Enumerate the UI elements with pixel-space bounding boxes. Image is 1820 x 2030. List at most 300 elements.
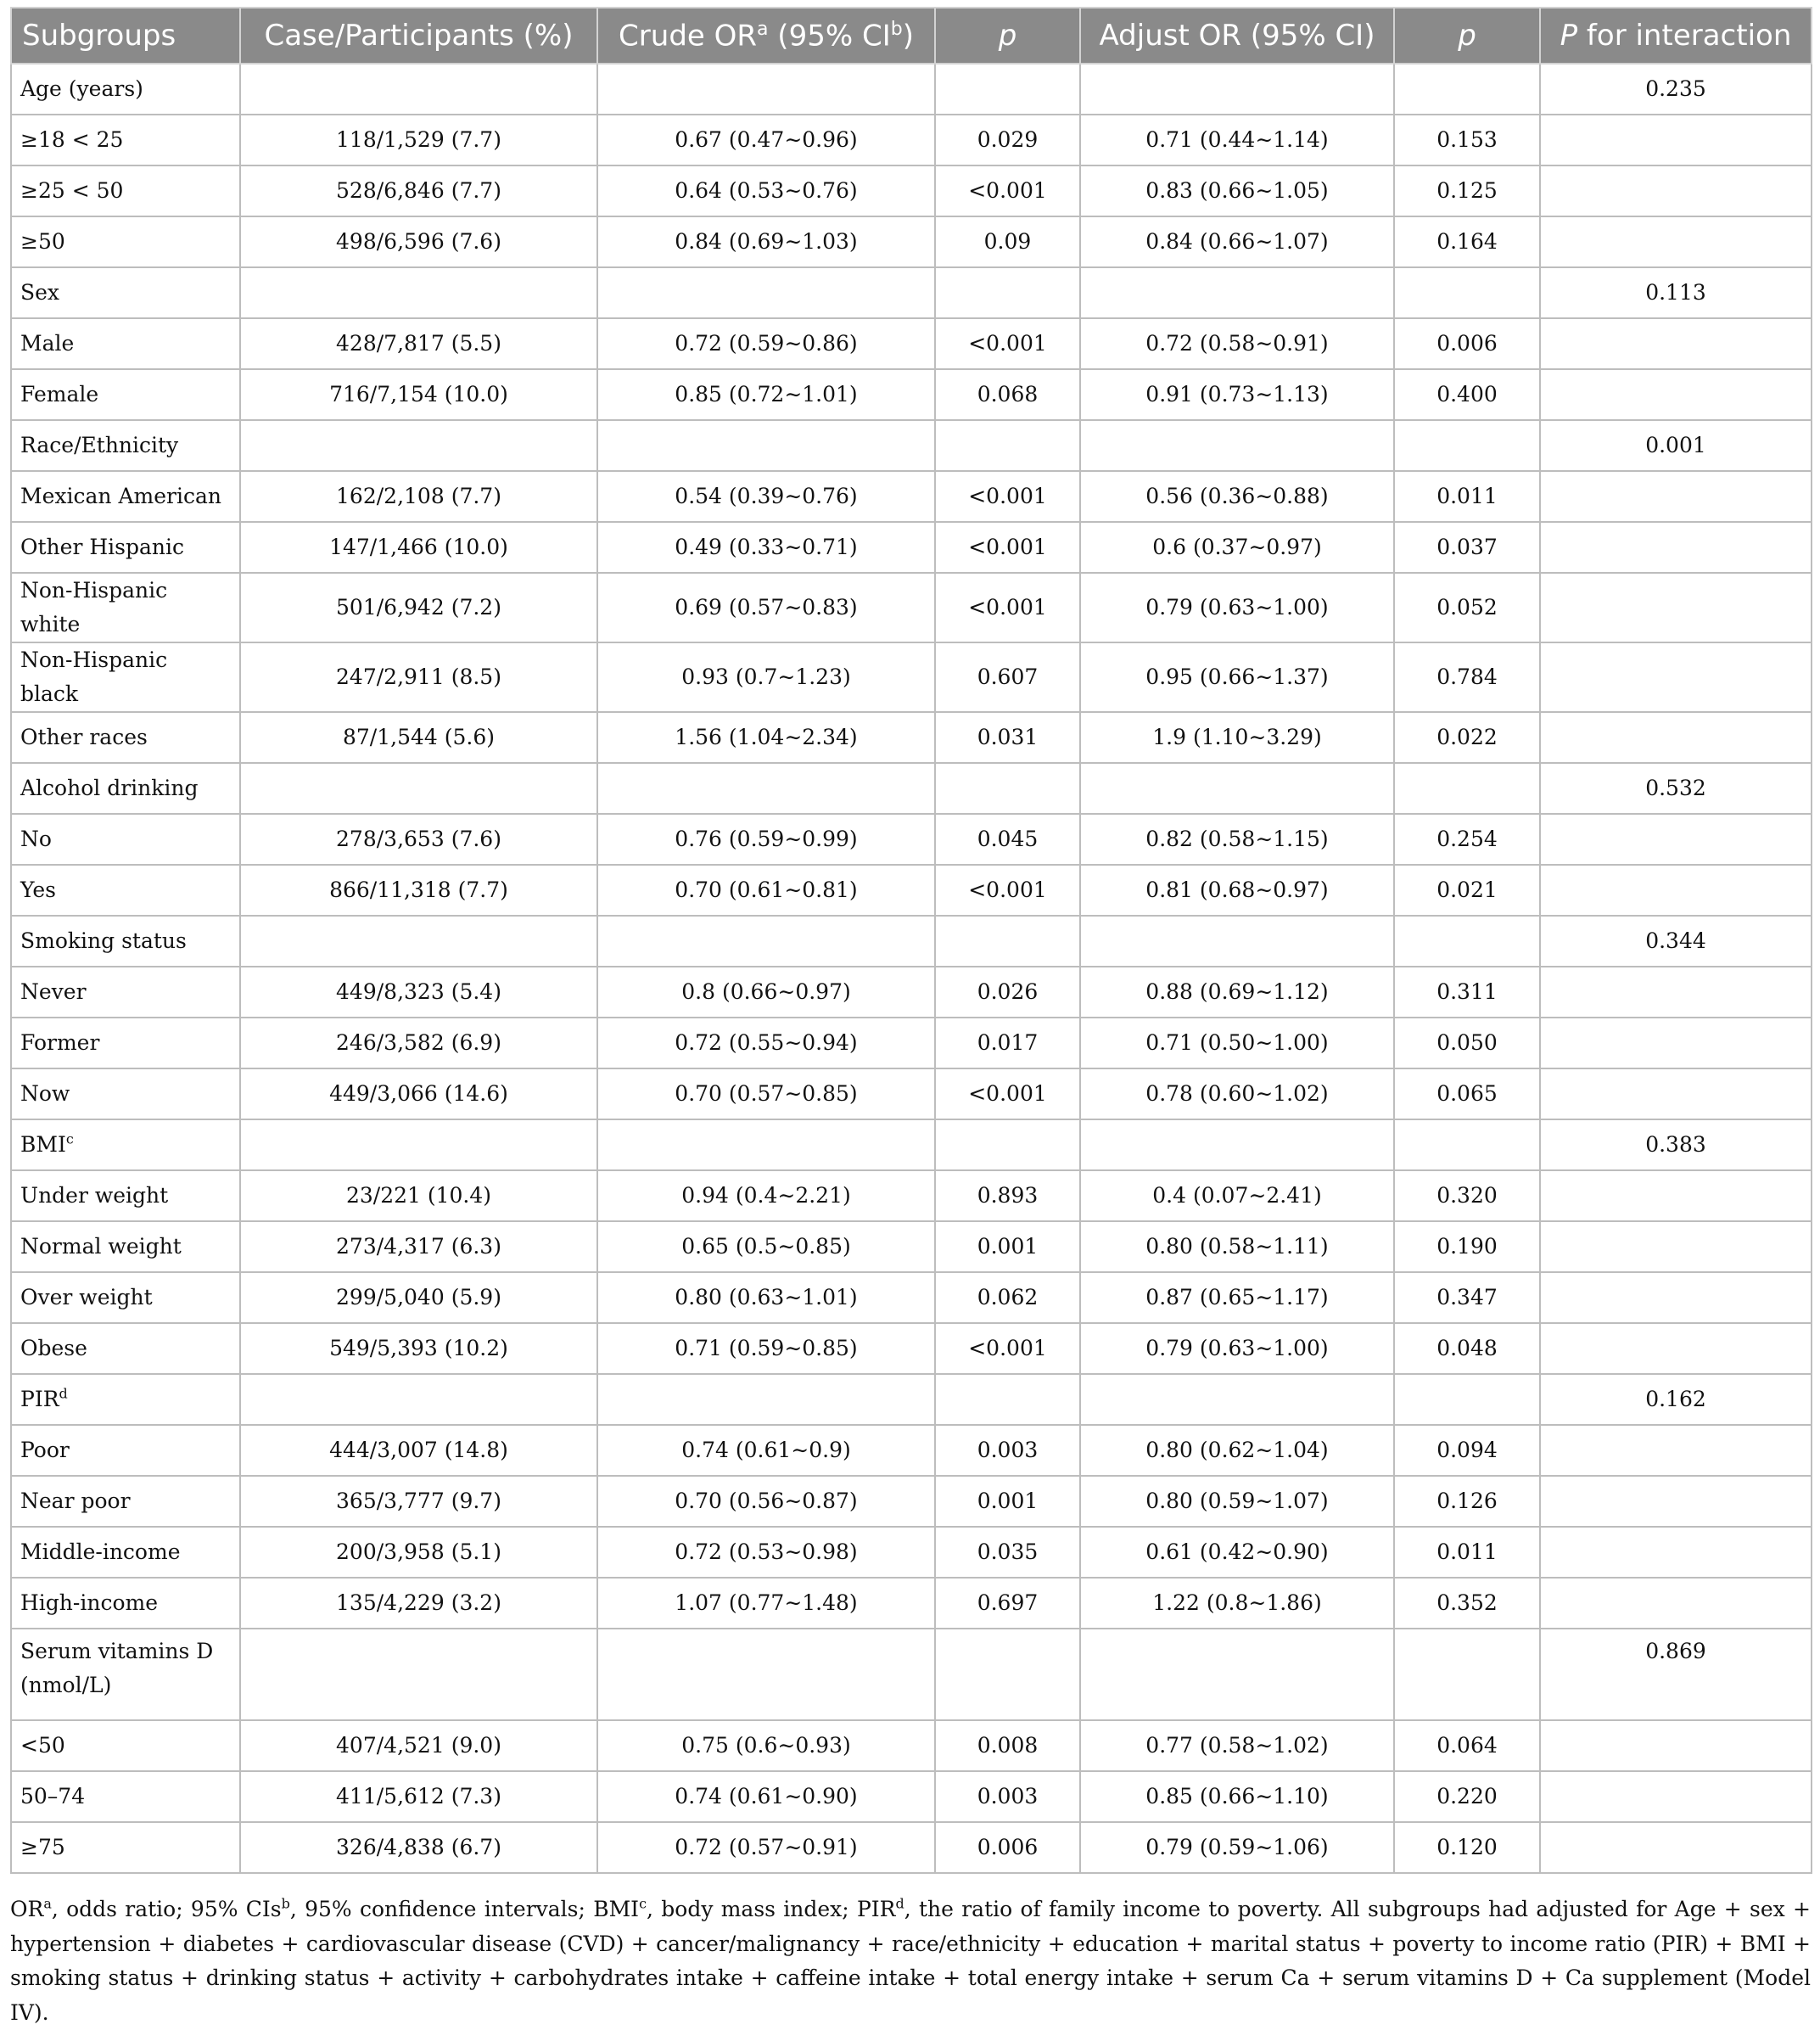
cell-p-adjust: 0.050 — [1394, 1018, 1540, 1068]
cell-adjust-or: 0.81 (0.68∼0.97) — [1080, 865, 1394, 916]
cell-adjust-or — [1080, 1629, 1394, 1720]
cell-subgroup: Near poor — [11, 1476, 240, 1527]
header-crude-or — [597, 8, 935, 64]
cell-p-adjust — [1394, 1119, 1540, 1170]
cell-crude-or: 0.72 (0.55∼0.94) — [597, 1018, 935, 1068]
cell-adjust-or: 0.84 (0.66∼1.07) — [1080, 216, 1394, 267]
cell-case-participants: 273/4,317 (6.3) — [240, 1221, 597, 1272]
cell-p-crude: 0.697 — [935, 1578, 1080, 1629]
cell-crude-or: 0.49 (0.33∼0.71) — [597, 522, 935, 573]
cell-p-crude: <0.001 — [935, 318, 1080, 369]
subgroup-table — [10, 7, 1812, 1874]
cell-subgroup: Age (years) — [11, 64, 240, 115]
cell-case-participants: 365/3,777 (9.7) — [240, 1476, 597, 1527]
cell-p-crude — [935, 916, 1080, 967]
cell-subgroup: Under weight — [11, 1170, 240, 1221]
cell-adjust-or: 0.80 (0.58∼1.11) — [1080, 1221, 1394, 1272]
cell-adjust-or — [1080, 64, 1394, 115]
cell-case-participants: 866/11,318 (7.7) — [240, 865, 597, 916]
cell-adjust-or: 0.71 (0.50∼1.00) — [1080, 1018, 1394, 1068]
cell-adjust-or — [1080, 916, 1394, 967]
cell-p-adjust: 0.037 — [1394, 522, 1540, 573]
cell-case-participants: 407/4,521 (9.0) — [240, 1720, 597, 1771]
cell-p-crude — [935, 420, 1080, 471]
header-crude-sup-a: a — [757, 18, 769, 40]
cell-p-interaction — [1540, 1425, 1812, 1476]
table-row — [11, 471, 1812, 522]
cell-p-crude: 0.045 — [935, 814, 1080, 865]
header-case-participants: Case/Participants (%) — [240, 8, 597, 64]
table-row — [11, 420, 1812, 471]
cell-p-adjust: 0.065 — [1394, 1068, 1540, 1119]
subgroup-label-sup: c — [65, 1130, 74, 1147]
cell-p-crude: <0.001 — [935, 165, 1080, 216]
table-footnote — [10, 1893, 1811, 2030]
table-body — [11, 64, 1812, 1873]
cell-subgroup: Male — [11, 318, 240, 369]
cell-p-adjust: 0.784 — [1394, 642, 1540, 712]
cell-subgroup: Race/Ethnicity — [11, 420, 240, 471]
footnote-ci-text: , 95% confidence intervals; BMI — [289, 1897, 640, 1921]
cell-case-participants — [240, 1374, 597, 1425]
cell-p-interaction: 0.113 — [1540, 267, 1812, 318]
cell-subgroup: Smoking status — [11, 916, 240, 967]
cell-case-participants: 716/7,154 (10.0) — [240, 369, 597, 420]
cell-crude-or: 0.93 (0.7∼1.23) — [597, 642, 935, 712]
cell-p-interaction — [1540, 1527, 1812, 1578]
cell-subgroup: Mexican American — [11, 471, 240, 522]
cell-crude-or: 0.70 (0.61∼0.81) — [597, 865, 935, 916]
cell-subgroup: Now — [11, 1068, 240, 1119]
cell-p-adjust: 0.254 — [1394, 814, 1540, 865]
cell-p-adjust: 0.022 — [1394, 712, 1540, 763]
cell-adjust-or: 0.83 (0.66∼1.05) — [1080, 165, 1394, 216]
header-p-adjust-text: p — [1458, 19, 1476, 53]
cell-p-adjust — [1394, 916, 1540, 967]
cell-crude-or — [597, 267, 935, 318]
cell-crude-or — [597, 420, 935, 471]
cell-subgroup: Non-Hispanic white — [11, 573, 240, 642]
cell-subgroup: Never — [11, 967, 240, 1018]
table-row — [11, 318, 1812, 369]
cell-subgroup: Yes — [11, 865, 240, 916]
table-row — [11, 1323, 1812, 1374]
cell-subgroup: ≥75 — [11, 1822, 240, 1873]
cell-p-adjust — [1394, 763, 1540, 814]
cell-p-adjust: 0.347 — [1394, 1272, 1540, 1323]
cell-adjust-or: 0.61 (0.42∼0.90) — [1080, 1527, 1394, 1578]
table-row — [11, 1272, 1812, 1323]
cell-p-interaction — [1540, 642, 1812, 712]
cell-p-adjust: 0.164 — [1394, 216, 1540, 267]
cell-subgroup: Alcohol drinking — [11, 763, 240, 814]
cell-p-crude — [935, 1629, 1080, 1720]
cell-adjust-or: 0.4 (0.07∼2.41) — [1080, 1170, 1394, 1221]
table-row — [11, 1018, 1812, 1068]
cell-crude-or: 0.72 (0.59∼0.86) — [597, 318, 935, 369]
cell-case-participants: 118/1,529 (7.7) — [240, 115, 597, 165]
cell-adjust-or: 1.9 (1.10∼3.29) — [1080, 712, 1394, 763]
cell-p-crude: <0.001 — [935, 522, 1080, 573]
header-p-interaction — [1540, 8, 1812, 64]
cell-case-participants — [240, 916, 597, 967]
cell-case-participants: 23/221 (10.4) — [240, 1170, 597, 1221]
cell-p-adjust: 0.048 — [1394, 1323, 1540, 1374]
cell-crude-or: 0.65 (0.5∼0.85) — [597, 1221, 935, 1272]
cell-adjust-or: 0.79 (0.63∼1.00) — [1080, 573, 1394, 642]
table-row — [11, 522, 1812, 573]
cell-adjust-or — [1080, 267, 1394, 318]
cell-p-interaction — [1540, 814, 1812, 865]
cell-subgroup — [11, 1374, 240, 1425]
cell-crude-or: 0.72 (0.57∼0.91) — [597, 1822, 935, 1873]
table-row — [11, 216, 1812, 267]
cell-p-crude: 0.003 — [935, 1771, 1080, 1822]
cell-p-crude: 0.893 — [935, 1170, 1080, 1221]
table-row — [11, 1771, 1812, 1822]
cell-subgroup: No — [11, 814, 240, 865]
cell-case-participants: 247/2,911 (8.5) — [240, 642, 597, 712]
table-row — [11, 1170, 1812, 1221]
cell-crude-or: 0.74 (0.61∼0.9) — [597, 1425, 935, 1476]
cell-crude-or — [597, 1374, 935, 1425]
table-row — [11, 267, 1812, 318]
cell-p-interaction: 0.162 — [1540, 1374, 1812, 1425]
cell-p-crude: <0.001 — [935, 471, 1080, 522]
table-row — [11, 916, 1812, 967]
cell-p-interaction — [1540, 1822, 1812, 1873]
cell-case-participants: 278/3,653 (7.6) — [240, 814, 597, 865]
cell-crude-or: 0.76 (0.59∼0.99) — [597, 814, 935, 865]
cell-subgroup: Other races — [11, 712, 240, 763]
table-row — [11, 1374, 1812, 1425]
table-row — [11, 165, 1812, 216]
cell-subgroup: Poor — [11, 1425, 240, 1476]
cell-p-interaction: 0.383 — [1540, 1119, 1812, 1170]
cell-adjust-or: 0.72 (0.58∼0.91) — [1080, 318, 1394, 369]
header-p-adjust — [1394, 8, 1540, 64]
cell-case-participants: 411/5,612 (7.3) — [240, 1771, 597, 1822]
header-adjust-or: Adjust OR (95% CI) — [1080, 8, 1394, 64]
cell-adjust-or: 1.22 (0.8∼1.86) — [1080, 1578, 1394, 1629]
cell-p-crude: 0.003 — [935, 1425, 1080, 1476]
cell-subgroup: Sex — [11, 267, 240, 318]
header-p-interaction-italic: P — [1560, 19, 1578, 53]
cell-p-interaction — [1540, 573, 1812, 642]
cell-p-crude — [935, 763, 1080, 814]
cell-p-interaction — [1540, 1221, 1812, 1272]
cell-p-interaction — [1540, 1068, 1812, 1119]
cell-adjust-or: 0.95 (0.66∼1.37) — [1080, 642, 1394, 712]
table-row — [11, 1629, 1812, 1720]
cell-p-crude: <0.001 — [935, 573, 1080, 642]
cell-crude-or: 0.64 (0.53∼0.76) — [597, 165, 935, 216]
cell-p-adjust: 0.011 — [1394, 1527, 1540, 1578]
cell-crude-or: 0.74 (0.61∼0.90) — [597, 1771, 935, 1822]
cell-p-crude: 0.035 — [935, 1527, 1080, 1578]
cell-p-adjust: 0.320 — [1394, 1170, 1540, 1221]
cell-p-interaction: 0.532 — [1540, 763, 1812, 814]
cell-p-interaction: 0.344 — [1540, 916, 1812, 967]
cell-adjust-or: 0.91 (0.73∼1.13) — [1080, 369, 1394, 420]
cell-adjust-or: 0.80 (0.59∼1.07) — [1080, 1476, 1394, 1527]
footnote-bmi-text: , body mass index; PIR — [647, 1897, 896, 1921]
cell-adjust-or: 0.79 (0.59∼1.06) — [1080, 1822, 1394, 1873]
cell-case-participants: 528/6,846 (7.7) — [240, 165, 597, 216]
cell-crude-or — [597, 1119, 935, 1170]
cell-subgroup: High-income — [11, 1578, 240, 1629]
cell-case-participants — [240, 763, 597, 814]
cell-case-participants: 299/5,040 (5.9) — [240, 1272, 597, 1323]
header-p-interaction-rest: for interaction — [1577, 19, 1792, 53]
table-row — [11, 1476, 1812, 1527]
header-crude-mid: (95% CI — [768, 19, 891, 53]
cell-adjust-or: 0.87 (0.65∼1.17) — [1080, 1272, 1394, 1323]
table-row — [11, 1425, 1812, 1476]
cell-p-crude — [935, 1374, 1080, 1425]
table-row — [11, 967, 1812, 1018]
cell-p-adjust: 0.064 — [1394, 1720, 1540, 1771]
cell-p-adjust — [1394, 64, 1540, 115]
cell-p-adjust: 0.126 — [1394, 1476, 1540, 1527]
footnote-or-label: OR — [10, 1897, 44, 1921]
header-crude-sup-b: b — [890, 18, 903, 40]
header-p-crude — [935, 8, 1080, 64]
cell-subgroup: 50–74 — [11, 1771, 240, 1822]
cell-subgroup: Normal weight — [11, 1221, 240, 1272]
cell-p-interaction — [1540, 1018, 1812, 1068]
cell-adjust-or: 0.79 (0.63∼1.00) — [1080, 1323, 1394, 1374]
footnote-rest: , the ratio of family income to poverty. All subgroups had adjusted for Age + sex + hypertension + diabetes + cardiovascular disease (CVD) + cancer/malignancy + race/ethnicity + education + marital status + poverty to income ratio (PIR) + BMI + smoking status + drinking status + activity + carbohydrates intake + caffeine intake + total energy intake + serum Ca + serum vitamins D + Ca supplement (Model IV). — [10, 1897, 1811, 2025]
cell-case-participants: 135/4,229 (3.2) — [240, 1578, 597, 1629]
cell-adjust-or: 0.71 (0.44∼1.14) — [1080, 115, 1394, 165]
cell-adjust-or — [1080, 1374, 1394, 1425]
cell-crude-or: 0.70 (0.56∼0.87) — [597, 1476, 935, 1527]
cell-adjust-or: 0.56 (0.36∼0.88) — [1080, 471, 1394, 522]
cell-case-participants: 326/4,838 (6.7) — [240, 1822, 597, 1873]
cell-p-adjust — [1394, 1374, 1540, 1425]
cell-crude-or: 0.94 (0.4∼2.21) — [597, 1170, 935, 1221]
cell-subgroup: Non-Hispanic black — [11, 642, 240, 712]
cell-crude-or: 0.84 (0.69∼1.03) — [597, 216, 935, 267]
cell-subgroup: Other Hispanic — [11, 522, 240, 573]
cell-case-participants: 147/1,466 (10.0) — [240, 522, 597, 573]
cell-p-crude: 0.062 — [935, 1272, 1080, 1323]
cell-p-adjust: 0.311 — [1394, 967, 1540, 1018]
cell-p-crude: 0.09 — [935, 216, 1080, 267]
table-row — [11, 865, 1812, 916]
cell-p-crude: <0.001 — [935, 1068, 1080, 1119]
cell-p-adjust: 0.400 — [1394, 369, 1540, 420]
cell-subgroup: Former — [11, 1018, 240, 1068]
cell-case-participants — [240, 64, 597, 115]
table-container — [10, 7, 1811, 2030]
cell-subgroup: ≥18 < 25 — [11, 115, 240, 165]
cell-p-adjust: 0.094 — [1394, 1425, 1540, 1476]
table-row — [11, 712, 1812, 763]
cell-p-adjust — [1394, 267, 1540, 318]
cell-p-interaction — [1540, 1578, 1812, 1629]
cell-p-crude: 0.068 — [935, 369, 1080, 420]
cell-p-interaction — [1540, 165, 1812, 216]
cell-case-participants: 246/3,582 (6.9) — [240, 1018, 597, 1068]
cell-p-crude: <0.001 — [935, 865, 1080, 916]
cell-p-interaction — [1540, 471, 1812, 522]
cell-adjust-or: 0.85 (0.66∼1.10) — [1080, 1771, 1394, 1822]
table-row — [11, 1578, 1812, 1629]
cell-p-interaction: 0.001 — [1540, 420, 1812, 471]
header-crude-suffix: ) — [902, 19, 914, 53]
cell-p-adjust: 0.052 — [1394, 573, 1540, 642]
cell-subgroup: Female — [11, 369, 240, 420]
cell-p-crude: 0.026 — [935, 967, 1080, 1018]
cell-p-interaction — [1540, 1272, 1812, 1323]
header-subgroups: Subgroups — [11, 8, 240, 64]
table-row — [11, 573, 1812, 642]
table-row — [11, 1720, 1812, 1771]
table-row — [11, 1221, 1812, 1272]
cell-p-interaction — [1540, 369, 1812, 420]
table-row — [11, 814, 1812, 865]
cell-p-crude: 0.031 — [935, 712, 1080, 763]
cell-crude-or: 0.75 (0.6∼0.93) — [597, 1720, 935, 1771]
cell-p-adjust: 0.190 — [1394, 1221, 1540, 1272]
cell-case-participants — [240, 1119, 597, 1170]
cell-p-interaction — [1540, 1170, 1812, 1221]
cell-p-crude: 0.001 — [935, 1476, 1080, 1527]
cell-subgroup: ≥25 < 50 — [11, 165, 240, 216]
cell-crude-or: 0.80 (0.63∼1.01) — [597, 1272, 935, 1323]
cell-p-adjust — [1394, 1629, 1540, 1720]
cell-p-interaction — [1540, 216, 1812, 267]
header-p-crude-text: p — [998, 19, 1017, 53]
cell-p-interaction — [1540, 1476, 1812, 1527]
table-row — [11, 1527, 1812, 1578]
cell-adjust-or: 0.78 (0.60∼1.02) — [1080, 1068, 1394, 1119]
subgroup-label-text: BMI — [20, 1132, 66, 1157]
table-row — [11, 64, 1812, 115]
cell-subgroup: Serum vitamins D (nmol/L) — [11, 1629, 240, 1720]
cell-p-adjust: 0.352 — [1394, 1578, 1540, 1629]
cell-p-adjust: 0.006 — [1394, 318, 1540, 369]
cell-p-interaction — [1540, 1323, 1812, 1374]
cell-case-participants: 428/7,817 (5.5) — [240, 318, 597, 369]
footnote-or-sup: a — [43, 1895, 52, 1912]
cell-p-adjust — [1394, 420, 1540, 471]
cell-subgroup: Over weight — [11, 1272, 240, 1323]
cell-adjust-or: 0.6 (0.37∼0.97) — [1080, 522, 1394, 573]
cell-p-interaction — [1540, 115, 1812, 165]
cell-p-adjust: 0.125 — [1394, 165, 1540, 216]
cell-adjust-or: 0.80 (0.62∼1.04) — [1080, 1425, 1394, 1476]
cell-adjust-or: 0.82 (0.58∼1.15) — [1080, 814, 1394, 865]
cell-p-crude: 0.029 — [935, 115, 1080, 165]
cell-p-crude: 0.001 — [935, 1221, 1080, 1272]
cell-p-adjust: 0.220 — [1394, 1771, 1540, 1822]
subgroup-label-sup: d — [59, 1385, 68, 1402]
cell-p-crude: 0.006 — [935, 1822, 1080, 1873]
cell-crude-or: 0.85 (0.72∼1.01) — [597, 369, 935, 420]
cell-p-crude: 0.017 — [935, 1018, 1080, 1068]
cell-p-crude: 0.607 — [935, 642, 1080, 712]
table-row — [11, 1822, 1812, 1873]
cell-p-interaction — [1540, 865, 1812, 916]
cell-crude-or: 0.67 (0.47∼0.96) — [597, 115, 935, 165]
cell-p-interaction — [1540, 967, 1812, 1018]
table-row — [11, 1119, 1812, 1170]
cell-case-participants: 87/1,544 (5.6) — [240, 712, 597, 763]
cell-case-participants: 162/2,108 (7.7) — [240, 471, 597, 522]
cell-p-crude — [935, 64, 1080, 115]
cell-adjust-or — [1080, 420, 1394, 471]
table-row — [11, 642, 1812, 712]
cell-case-participants — [240, 1629, 597, 1720]
cell-p-crude: 0.008 — [935, 1720, 1080, 1771]
cell-case-participants — [240, 420, 597, 471]
cell-adjust-or: 0.77 (0.58∼1.02) — [1080, 1720, 1394, 1771]
cell-p-interaction: 0.869 — [1540, 1629, 1812, 1720]
cell-crude-or: 1.07 (0.77∼1.48) — [597, 1578, 935, 1629]
table-row — [11, 1068, 1812, 1119]
cell-p-adjust: 0.120 — [1394, 1822, 1540, 1873]
cell-subgroup: Middle-income — [11, 1527, 240, 1578]
cell-crude-or — [597, 64, 935, 115]
cell-crude-or: 0.71 (0.59∼0.85) — [597, 1323, 935, 1374]
cell-p-interaction — [1540, 712, 1812, 763]
cell-p-crude — [935, 267, 1080, 318]
table-row — [11, 763, 1812, 814]
cell-case-participants — [240, 267, 597, 318]
cell-crude-or — [597, 763, 935, 814]
cell-case-participants: 449/8,323 (5.4) — [240, 967, 597, 1018]
cell-adjust-or: 0.88 (0.69∼1.12) — [1080, 967, 1394, 1018]
header-crude-prefix: Crude OR — [619, 19, 758, 53]
cell-case-participants: 449/3,066 (14.6) — [240, 1068, 597, 1119]
cell-adjust-or — [1080, 1119, 1394, 1170]
cell-crude-or — [597, 1629, 935, 1720]
cell-crude-or: 1.56 (1.04∼2.34) — [597, 712, 935, 763]
footnote-pir-sup: d — [895, 1895, 904, 1912]
cell-p-crude: <0.001 — [935, 1323, 1080, 1374]
cell-crude-or: 0.72 (0.53∼0.98) — [597, 1527, 935, 1578]
cell-p-interaction: 0.235 — [1540, 64, 1812, 115]
cell-p-interaction — [1540, 1720, 1812, 1771]
cell-crude-or: 0.54 (0.39∼0.76) — [597, 471, 935, 522]
cell-subgroup: <50 — [11, 1720, 240, 1771]
cell-case-participants: 549/5,393 (10.2) — [240, 1323, 597, 1374]
cell-p-adjust: 0.011 — [1394, 471, 1540, 522]
cell-p-interaction — [1540, 318, 1812, 369]
cell-case-participants: 200/3,958 (5.1) — [240, 1527, 597, 1578]
cell-adjust-or — [1080, 763, 1394, 814]
cell-case-participants: 444/3,007 (14.8) — [240, 1425, 597, 1476]
cell-case-participants: 501/6,942 (7.2) — [240, 573, 597, 642]
cell-crude-or — [597, 916, 935, 967]
cell-p-interaction — [1540, 1771, 1812, 1822]
cell-p-adjust: 0.021 — [1394, 865, 1540, 916]
cell-subgroup: ≥50 — [11, 216, 240, 267]
header-row — [11, 8, 1812, 64]
subgroup-label-text: PIR — [20, 1387, 59, 1411]
footnote-ci-sup: b — [281, 1895, 290, 1912]
cell-subgroup — [11, 1119, 240, 1170]
cell-crude-or: 0.8 (0.66∼0.97) — [597, 967, 935, 1018]
cell-p-interaction — [1540, 522, 1812, 573]
cell-crude-or: 0.69 (0.57∼0.83) — [597, 573, 935, 642]
cell-case-participants: 498/6,596 (7.6) — [240, 216, 597, 267]
cell-crude-or: 0.70 (0.57∼0.85) — [597, 1068, 935, 1119]
footnote-bmi-sup: c — [639, 1895, 647, 1912]
